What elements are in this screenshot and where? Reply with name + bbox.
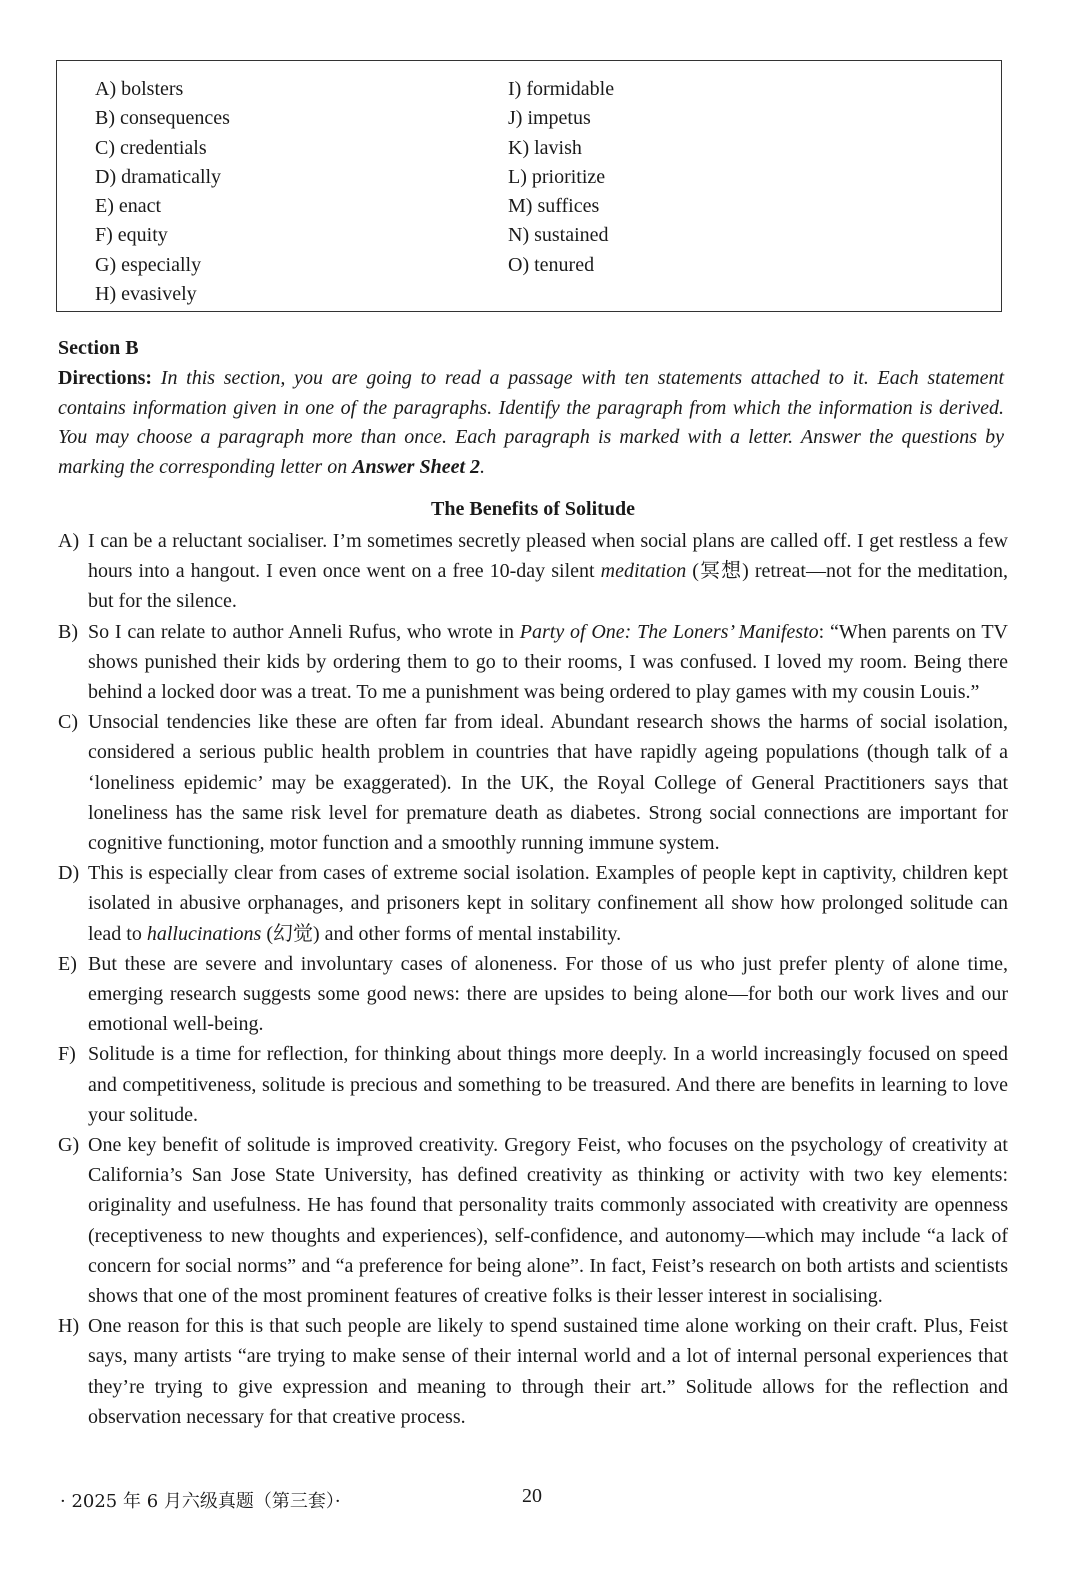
text-run: (冥想) retreat—not for the meditation, but for the silence. [88,560,1009,613]
word-option: J) impetus [508,107,591,130]
answer-sheet-label: Answer Sheet 2 [352,455,481,478]
directions-label: Directions: [58,367,153,389]
word-option: C) credentials [95,136,207,159]
text-run: (幻觉) and other forms of mental instability. [261,922,622,945]
text-run: So I can relate to author Anneli Rufus, who wrote in [88,620,520,643]
passage-paragraph [58,617,1008,708]
directions-text: In this section, you are going to read a passage with ten statements attached to it. Each statement contains information given in one of the paragraphs. Identify the paragraph from which the information is derived. You may choose a paragraph more than once. Each paragraph is marked with a letter. Answer the questions by marking the corresponding letter on [58,367,1005,478]
word-option: E) enact [95,195,162,218]
passage-paragraph [58,1130,1008,1311]
word-option: B) consequences [95,107,230,130]
text-run: I can be a reluctant socialiser. I’m sometimes secretly pleased when social plans are called off. I get restless a few hours into a hangout. I even once went on a free 10-day silent [88,530,1008,583]
word-option: G) especially [95,253,202,276]
word-bank-box [56,60,1002,312]
page-number: 20 [522,1485,542,1507]
paragraph-letter: A) [58,530,80,552]
word-option: I) formidable [508,78,615,100]
paragraph-text [88,526,1008,617]
paragraph-text [88,1311,1008,1432]
text-run: : “When parents on TV shows punished their kids by ordering them to go to their rooms, I was confused. I loved my room. Being there behind a locked door was a treat. To me a punishment was being ordered to play games with my cousin Louis.” [88,620,1008,704]
text-run: But these are severe and involuntary cases of aloneness. For those of us who just prefer plenty of alone time, emerging research suggests some good news: there are upsides to being alone—for both our work lives and our emotional well-being. [88,952,1008,1036]
text-run: One key benefit of solitude is improved creativity. Gregory Feist, who focuses on the psychology of creativity at California’s San Jose State University, has defined creativity as thinking or activity with two key elements: originality and usefulness. He has found that personality traits commonly associated with creativity are openness (receptiveness to new thoughts and experiences), self-confidence, and autonomy—which may include “a lack of concern for social norms” and “a preference for being alone”. In fact, Feist’s research on both artists and scientists shows that one of the most prominent features of creative folks is their lesser interest in socialising. [88,1134,1008,1308]
paragraph-text [88,617,1008,708]
word-option: H) evasively [95,283,197,306]
paragraph-text [88,949,1008,1040]
paragraph-letter: G) [58,1134,80,1157]
italic-term: Party of One: The Loners’ Manifesto [519,620,819,643]
text-run: Solitude is a time for reflection, for thinking about things more deeply. In a world increasingly focused on speed and competitiveness, solitude is precious and something to be treasured. And there are benefits in learning to love your solitude. [88,1043,1008,1126]
word-option: N) sustained [508,224,609,247]
word-bank-left-column [95,75,230,309]
directions [58,364,1004,482]
italic-term: meditation [600,560,687,583]
text-run: Unsocial tendencies like these are often far from ideal. Abundant research shows the harms of social isolation, considered a serious public health problem in countries that have rapidly ageing populations (though talk of a ‘loneliness epidemic’ may be exaggerated). In the UK, the Royal College of General Practitioners says that loneliness has the same risk level for premature death as diabetes. Strong social connections are important for cognitive functioning, motor function and a smoothly running immune system. [88,711,1008,855]
paragraph-text [88,1130,1008,1311]
passage-paragraph [58,707,1008,858]
passage-title: The Benefits of Solitude [431,498,635,520]
section-title: Section B [58,337,139,359]
text-run: This is especially clear from cases of extreme social isolation. Examples of people kept in captivity, children kept isolated in abusive orphanages, and prisoners kept in solitary confinement all show how prolonged solitude can lead to [88,862,1008,945]
text-run: One reason for this is that such people are likely to spend sustained time alone working on their craft. Plus, Feist says, many artists “are trying to make sense of their internal world and a lot of internal personal experiences that they’re trying to give expression and meaning to through their art.” Solitude allows for the reflection and observation necessary for that creative process. [88,1315,1008,1428]
directions-end: . [480,455,486,478]
word-option: M) suffices [508,195,600,218]
paragraph-letter: H) [58,1315,80,1338]
word-option: K) lavish [508,136,582,159]
word-option: F) equity [95,224,168,247]
italic-term: hallucinations [146,922,262,945]
word-option: L) prioritize [508,165,606,188]
paragraph-letter: E) [58,952,77,975]
word-option: D) dramatically [95,165,222,188]
word-bank-right-column [508,75,614,280]
paragraph-letter: C) [58,711,78,734]
passage-paragraph [58,949,1008,1040]
paragraph-text [88,707,1008,858]
passage-body [58,526,1008,1432]
paragraph-text [88,858,1008,949]
paragraph-letter: B) [58,620,78,643]
passage-paragraph [58,858,1008,949]
paragraph-letter: F) [58,1043,76,1066]
word-option: A) bolsters [95,78,184,100]
passage-paragraph [58,526,1008,617]
passage-paragraph [58,1039,1008,1130]
passage-paragraph [58,1311,1008,1432]
footer-exam-label: · 2025 年 6 月六级真题（第三套）· [60,1491,341,1512]
paragraph-letter: D) [58,862,80,885]
paragraph-text [88,1039,1008,1130]
word-option: O) tenured [508,253,595,276]
